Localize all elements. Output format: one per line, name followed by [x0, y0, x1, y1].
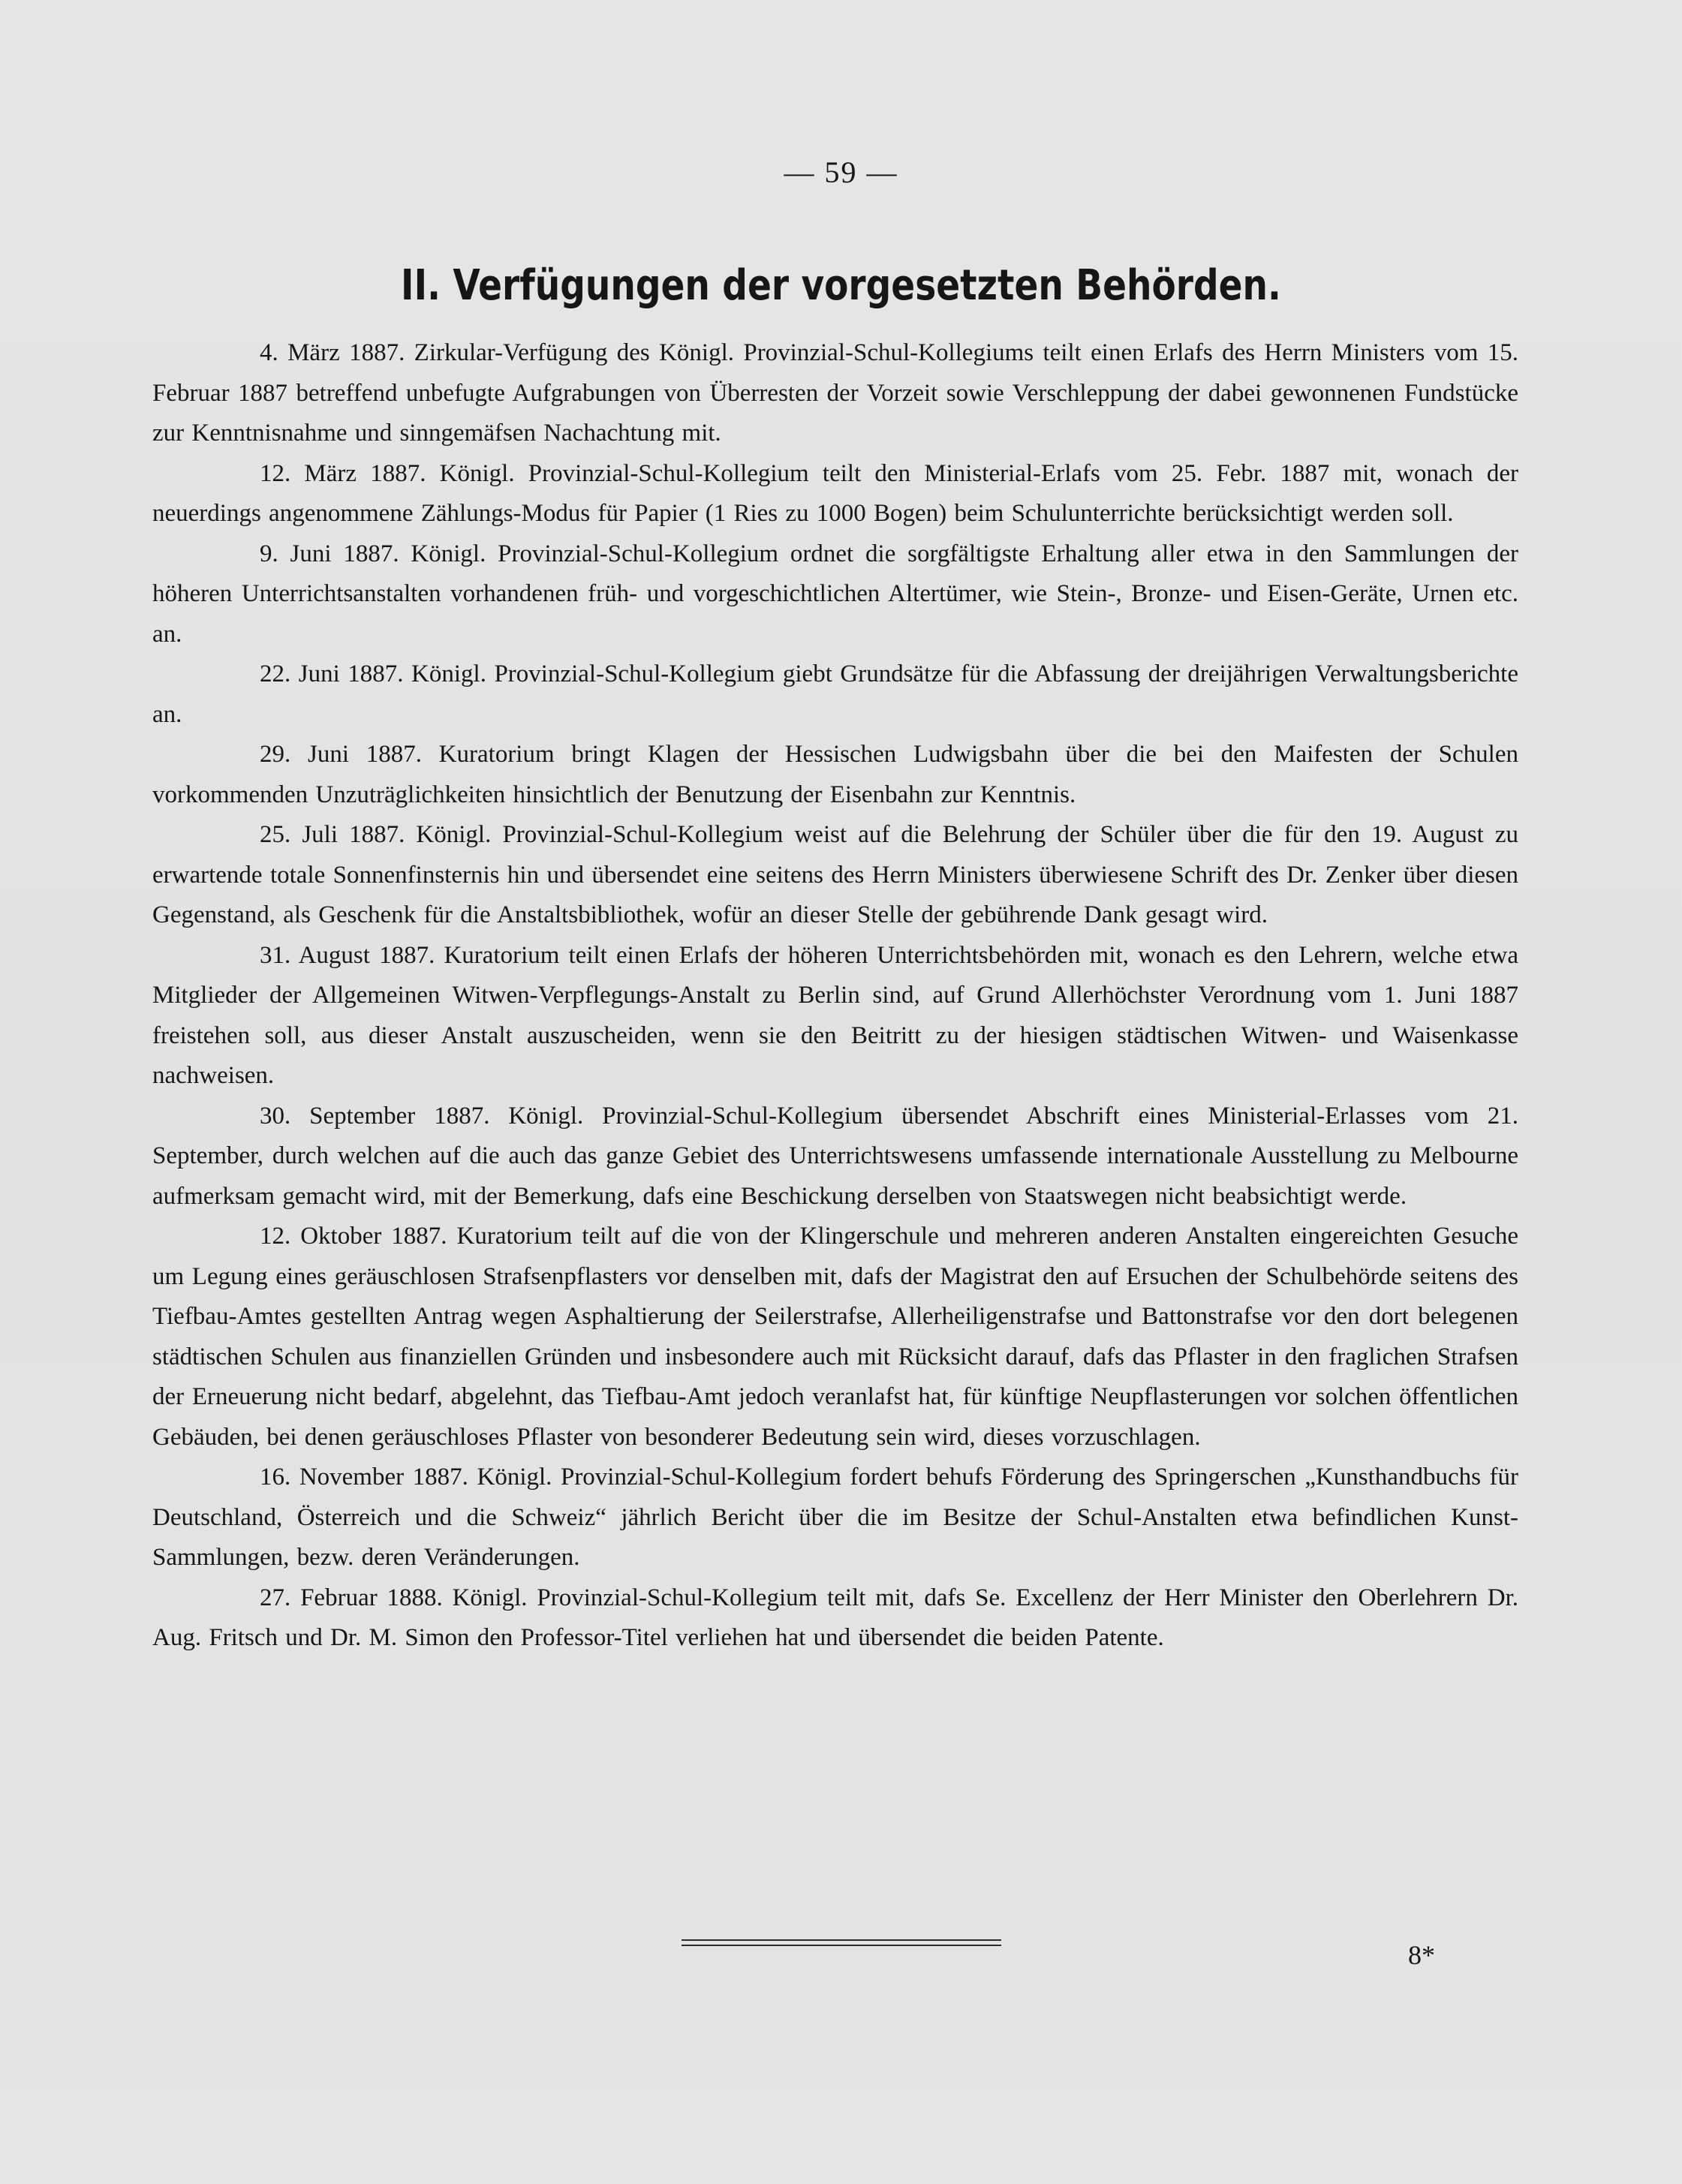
- entry-1887-07-25: 25. Juli 1887. Königl. Provinzial-Schul-Kollegium weist auf die Belehrung der Schüler über die für den 19. August zu erwartende totale Sonnenfinsternis hin und übersendet eine seitens des Herrn Ministers überwiesene Schrift des Dr. Zenker über diesen Gegenstand, als Geschenk für die Anstaltsbibliothek, wofür an dieser Stelle der gebührende Dank gesagt wird.: [152, 821, 1518, 928]
- entry-1887-06-29: 29. Juni 1887. Kuratorium bringt Klagen der Hessischen Ludwigsbahn über die bei den Maifesten der Schulen vorkommenden Unzuträglichkeiten hinsichtlich der Benutzung der Eisenbahn zur Kenntnis.: [152, 741, 1518, 808]
- page-number: — 59 —: [784, 155, 898, 189]
- entry-1887-03-04: 4. März 1887. Zirkular-Verfügung des Königl. Provinzial-Schul-Kollegiums teilt einen Erlafs des Herrn Ministers vom 15. Februar 1887 betreffend unbefugte Aufgrabungen von Überresten der Vorzeit sowie Verschleppung der dabei gewonnenen Fundstücke zur Kenntnisnahme und sinngemäfsen Nachachtung mit.: [152, 339, 1518, 447]
- closing-double-rule: [682, 1939, 1001, 1947]
- document-body: [152, 333, 1518, 1659]
- rule-line-top: [682, 1939, 1001, 1941]
- rule-line-bottom: [682, 1945, 1001, 1946]
- entry-1887-09-30: 30. September 1887. Königl. Provinzial-Schul-Kollegium übersendet Abschrift eines Ministerial-Erlasses vom 21. September, durch welchen auf die auch das ganze Gebiet des Unterrichtswesens umfassende internationale Ausstellung zu Melbourne aufmerksam gemacht wird, mit der Bemerkung, dafs eine Beschickung derselben von Staatswegen nicht beabsichtigt werde.: [152, 1102, 1518, 1210]
- entry-1887-03-12: 12. März 1887. Königl. Provinzial-Schul-Kollegium teilt den Ministerial-Erlafs vom 25. Febr. 1887 mit, wonach der neuerdings angenommene Zählungs-Modus für Papier (1 Ries zu 1000 Bogen) beim Schulunterrichte berücksichtigt werden soll.: [152, 459, 1518, 527]
- entry-1887-08-31: 31. August 1887. Kuratorium teilt einen Erlafs der höheren Unterrichtsbehörden mit, wonach es den Lehrern, welche etwa Mitglieder der Allgemeinen Witwen-Verpflegungs-Anstalt zu Berlin sind, auf Grund Allerhöchster Verordnung vom 1. Juni 1887 freistehen soll, aus dieser Anstalt auszuscheiden, wenn sie den Beitritt zu der hiesigen städtischen Witwen- und Waisenkasse nachweisen.: [152, 941, 1518, 1089]
- section-heading: II. Verfügungen der vorgesetzten Behörden.: [401, 261, 1281, 310]
- entry-1887-06-09: 9. Juni 1887. Königl. Provinzial-Schul-Kollegium ordnet die sorgfältigste Erhaltung aller etwa in den Sammlungen der höheren Unterrichtsanstalten vorhandenen früh- und vorgeschichtlichen Altertümer, wie Stein-, Bronze- und Eisen-Geräte, Urnen etc. an.: [152, 540, 1518, 648]
- printer-signature-mark: 8*: [1408, 1940, 1435, 1970]
- entry-1887-11-16: 16. November 1887. Königl. Provinzial-Schul-Kollegium fordert behufs Förderung des Springerschen „Kunsthandbuchs für Deutschland, Österreich und die Schweiz“ jährlich Bericht über die im Besitze der Schul-Anstalten etwa befindlichen Kunst-Sammlungen, bezw. deren Veränderungen.: [152, 1464, 1518, 1571]
- entry-1887-10-12: 12. Oktober 1887. Kuratorium teilt auf die von der Klingerschule und mehreren anderen Anstalten eingereichten Gesuche um Legung eines geräuschlosen Strafsenpflasters vor denselben mit, dafs der Magistrat den auf Ersuchen der Schulbehörde seitens des Tiefbau-Amtes gestellten Antrag wegen Asphaltierung der Seilerstrafse, Allerheiligenstrafse und Battonstrafse vor den dort belegenen städtischen Schulen aus finanziellen Gründen und insbesondere auch mit Rücksicht darauf, dafs das Pflaster in den fraglichen Strafsen der Erneuerung nicht bedarf, abgelehnt, das Tiefbau-Amt jedoch veranlafst hat, für künftige Neupflasterungen vor solchen öffentlichen Gebäuden, bei denen geräuschloses Pflaster von besonderer Bedeutung sein wird, dieses vorzuschlagen.: [152, 1223, 1518, 1451]
- entry-1888-02-27: 27. Februar 1888. Königl. Provinzial-Schul-Kollegium teilt mit, dafs Se. Excellenz der Herr Minister den Oberlehrern Dr. Aug. Fritsch und Dr. M. Simon den Professor-Titel verliehen hat und übersendet die beiden Patente.: [152, 1584, 1518, 1651]
- entry-1887-06-22: 22. Juni 1887. Königl. Provinzial-Schul-Kollegium giebt Grundsätze für die Abfassung der dreijährigen Verwaltungsberichte an.: [152, 660, 1518, 728]
